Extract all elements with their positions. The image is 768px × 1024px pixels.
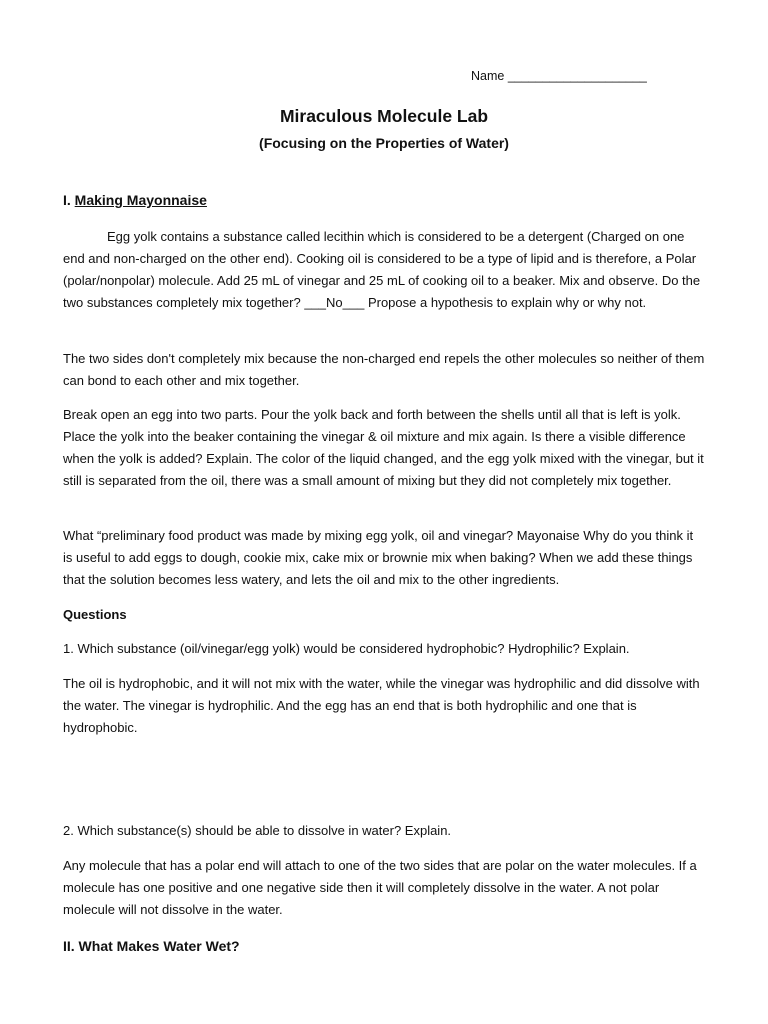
name-label: Name <box>471 69 505 83</box>
section-2-heading: II. What Makes Water Wet? <box>63 938 240 954</box>
intro-paragraph <box>63 226 705 314</box>
intro-text: Egg yolk contains a substance called lecithin which is considered to be a detergent (Charged on one end and non-charged on the other end). Cooking oil is considered to be a type of lipid and is therefore, a Polar (polar/nonpolar) molecule. Add 25 mL of vinegar and 25 mL of cooking oil to a beaker. Mix and observe. Do the two substances completely mix together? <box>63 229 701 310</box>
name-blank: ____________________ <box>507 69 647 83</box>
questions-heading-block <box>63 604 705 626</box>
page-title: Miraculous Molecule Lab <box>279 106 489 126</box>
section-1-intro-paragraph <box>63 226 705 314</box>
section-1-number: I. <box>63 192 75 208</box>
intro-text-end: Propose a hypothesis to explain why or why not. <box>364 295 647 310</box>
mayonnaise-paragraph: What “preliminary food product was made by mixing egg yolk, oil and vinegar? Mayonaise Why do you think it is useful to add eggs to dough, cookie mix, cake mix or brownie mix when baking? When we add these things that the solution becomes less watery, and lets the oil and mix to the other ingredients. <box>63 528 694 587</box>
hypothesis-answer: The two sides don't completely mix because the non-charged end repels the other molecules so neither of them can bond to each other and mix together. <box>63 351 705 388</box>
answer-q1-block <box>63 673 705 739</box>
question-2-block <box>63 820 705 842</box>
section-1-heading-block <box>63 189 705 211</box>
para-3-block <box>63 525 705 591</box>
answer-1: The oil is hydrophobic, and it will not mix with the water, while the vinegar was hydrophilic and did dissolve with the water. The vinegar is hydrophilic. And the egg has an end that is both hydrophilic and one that is hydrophobic. <box>63 676 700 735</box>
name-field-line <box>471 65 647 87</box>
section-1-heading <box>63 189 705 211</box>
question-1-block <box>63 638 705 660</box>
section-1-title: Making Mayonnaise <box>74 192 207 208</box>
egg-yolk-paragraph: Break open an egg into two parts. Pour the yolk back and forth between the shells until all that is left is yolk. Place the yolk into the beaker containing the vinegar & oil mixture and mix again. Is there a visible difference when the yolk is added? Explain. The color of the liquid changed, and the egg yolk mixed with the vinegar, but it still is separated from the oil, there was a small amount of mixing but they did not completely mix together. <box>63 407 704 488</box>
page-subtitle: (Focusing on the Properties of Water) <box>259 135 509 151</box>
intro-answer-blank: ___No___ <box>304 295 365 310</box>
answer-2: Any molecule that has a polar end will attach to one of the two sides that are polar on the water molecules. If a molecule has one positive and one negative side then it will completely dissolve in the water. A not polar molecule will not dissolve in the water. <box>63 858 697 917</box>
answer-q2-block <box>63 855 705 921</box>
para-2-block <box>63 404 705 492</box>
questions-heading: Questions <box>63 607 127 622</box>
answer-1-block <box>63 348 705 392</box>
question-1: 1. Which substance (oil/vinegar/egg yolk) would be considered hydrophobic? Hydrophilic? Explain. <box>63 641 630 656</box>
section-2-heading-block <box>63 935 705 957</box>
question-2: 2. Which substance(s) should be able to dissolve in water? Explain. <box>63 823 452 838</box>
